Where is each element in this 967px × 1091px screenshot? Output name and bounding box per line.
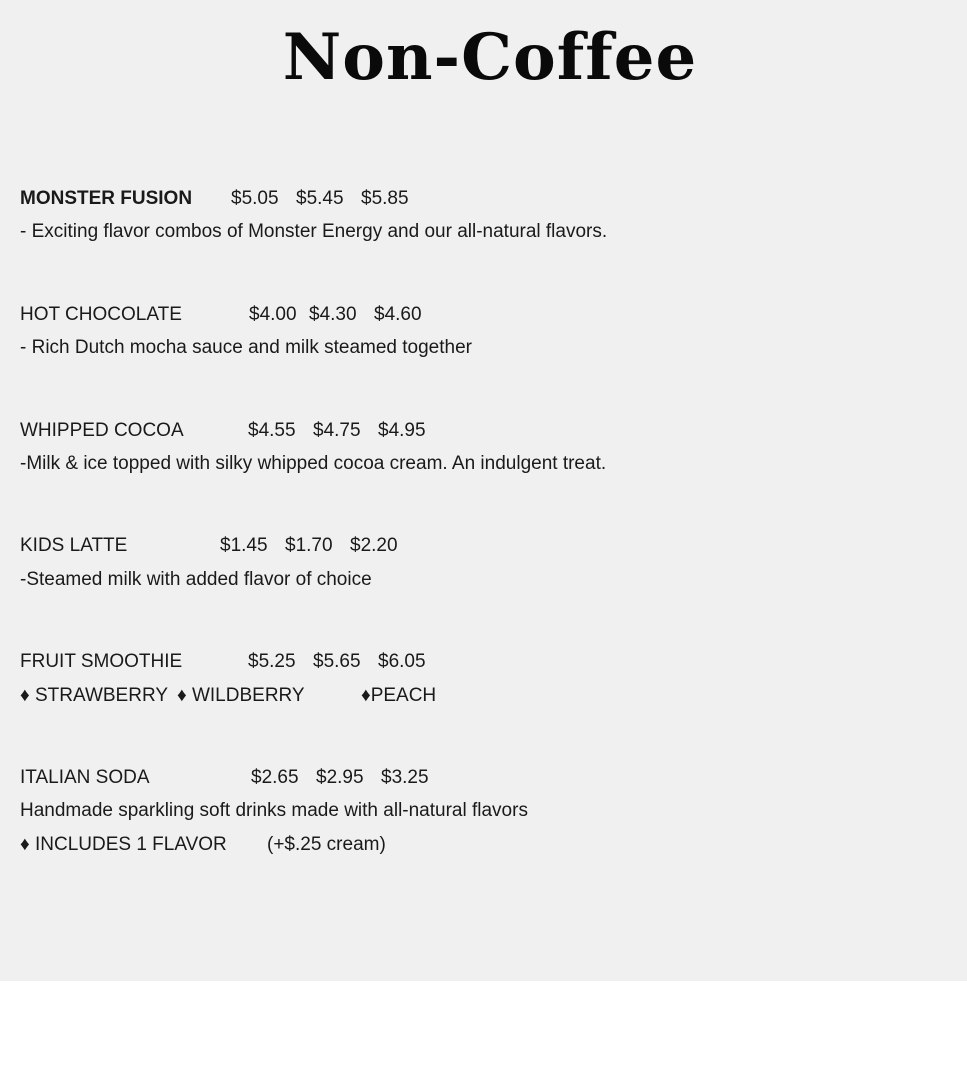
- item-name-fruit-smoothie: FRUIT SMOOTHIE: [20, 651, 183, 672]
- item-name-kids-latte: KIDS LATTE: [20, 535, 128, 556]
- item-description: - Rich Dutch mocha sauce and milk steamed together: [20, 337, 472, 358]
- includes-flavor-note: ♦ INCLUDES 1 FLAVOR: [20, 834, 227, 855]
- price-large: $4.60: [374, 304, 422, 325]
- price-medium: $4.75: [313, 420, 361, 441]
- item-description: Handmade sparkling soft drinks made with all-natural flavors: [20, 800, 528, 821]
- flavor-wildberry: ♦ WILDBERRY: [177, 685, 305, 706]
- page-title: Non-Coffee: [282, 20, 698, 95]
- price-small: $1.45: [220, 535, 268, 556]
- price-medium: $2.95: [316, 767, 364, 788]
- price-large: $4.95: [378, 420, 426, 441]
- cream-surcharge-note: (+$.25 cream): [267, 834, 386, 855]
- price-small: $5.05: [231, 188, 279, 209]
- price-large: $2.20: [350, 535, 398, 556]
- item-name-italian-soda: ITALIAN SODA: [20, 767, 150, 788]
- price-medium: $4.30: [309, 304, 357, 325]
- price-large: $6.05: [378, 651, 426, 672]
- price-small: $4.55: [248, 420, 296, 441]
- price-small: $2.65: [251, 767, 299, 788]
- price-medium: $5.65: [313, 651, 361, 672]
- item-description: - Exciting flavor combos of Monster Energy and our all-natural flavors.: [20, 221, 608, 242]
- item-description: -Milk & ice topped with silky whipped cocoa cream. An indulgent treat.: [20, 453, 607, 474]
- item-name-monster-fusion: MONSTER FUSION: [20, 188, 193, 209]
- price-small: $5.25: [248, 651, 296, 672]
- flavor-strawberry: ♦ STRAWBERRY: [20, 685, 168, 706]
- price-large: $3.25: [381, 767, 429, 788]
- item-name-hot-chocolate: HOT CHOCOLATE: [20, 304, 182, 325]
- item-description: -Steamed milk with added flavor of choice: [20, 569, 372, 590]
- price-medium: $1.70: [285, 535, 333, 556]
- flavor-peach: ♦PEACH: [361, 685, 437, 706]
- price-large: $5.85: [361, 188, 409, 209]
- price-small: $4.00: [249, 304, 297, 325]
- price-medium: $5.45: [296, 188, 344, 209]
- item-name-whipped-cocoa: WHIPPED COCOA: [20, 420, 184, 441]
